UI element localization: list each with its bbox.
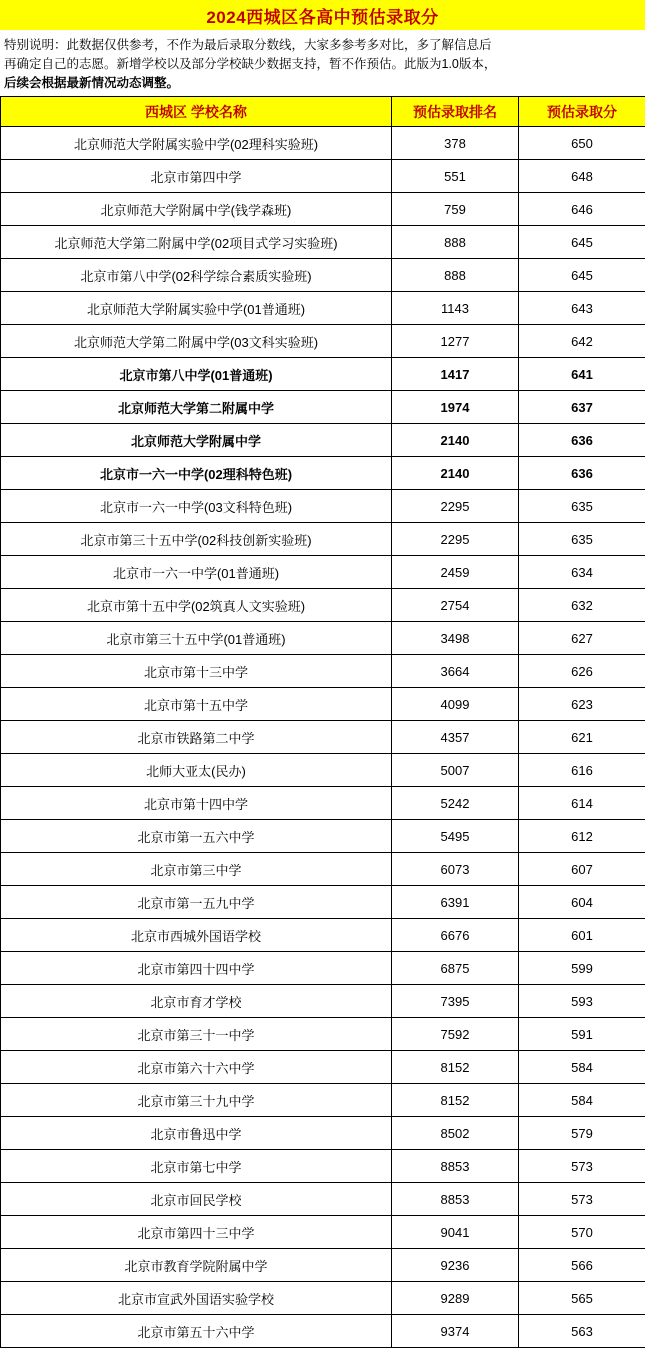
cell-school-name: 北京市回民学校 — [1, 1183, 392, 1216]
cell-estimated-score: 614 — [519, 787, 645, 820]
cell-school-name: 北京市第十四中学 — [1, 787, 392, 820]
cell-estimated-rank: 2140 — [392, 457, 519, 490]
cell-estimated-rank: 6875 — [392, 952, 519, 985]
table-row — [1, 589, 645, 622]
table-row — [1, 1018, 645, 1051]
cell-estimated-rank: 2754 — [392, 589, 519, 622]
cell-school-name: 北京市育才学校 — [1, 985, 392, 1018]
table-row — [1, 127, 645, 160]
cell-estimated-score: 616 — [519, 754, 645, 787]
cell-estimated-score: 573 — [519, 1183, 645, 1216]
cell-school-name: 北京市第三十九中学 — [1, 1084, 392, 1117]
cell-school-name: 北京市宣武外国语实验学校 — [1, 1282, 392, 1315]
cell-estimated-rank: 3498 — [392, 622, 519, 655]
cell-estimated-score: 635 — [519, 523, 645, 556]
column-header-rank: 预估录取排名 — [392, 97, 519, 127]
cell-estimated-score: 591 — [519, 1018, 645, 1051]
cell-estimated-rank: 8152 — [392, 1051, 519, 1084]
cell-school-name: 北京市第四中学 — [1, 160, 392, 193]
cell-school-name: 北京市第三十五中学(01普通班) — [1, 622, 392, 655]
cell-school-name: 北京市第三十五中学(02科技创新实验班) — [1, 523, 392, 556]
cell-estimated-score: 584 — [519, 1051, 645, 1084]
cell-estimated-score: 641 — [519, 358, 645, 391]
table-row — [1, 1249, 645, 1282]
cell-estimated-rank: 8853 — [392, 1150, 519, 1183]
table-row — [1, 160, 645, 193]
cell-estimated-rank: 8152 — [392, 1084, 519, 1117]
cell-school-name: 北京师范大学第二附属中学(02项目式学习实验班) — [1, 226, 392, 259]
table-row — [1, 1183, 645, 1216]
cell-school-name: 北京市第三十一中学 — [1, 1018, 392, 1051]
table-row — [1, 1315, 645, 1348]
table-row — [1, 358, 645, 391]
cell-school-name: 北京市第八中学(02科学综合素质实验班) — [1, 259, 392, 292]
cell-school-name: 北京师范大学附属实验中学(01普通班) — [1, 292, 392, 325]
cell-estimated-rank: 5495 — [392, 820, 519, 853]
cell-estimated-score: 646 — [519, 193, 645, 226]
cell-school-name: 北京市第一五六中学 — [1, 820, 392, 853]
table-row — [1, 787, 645, 820]
table-row — [1, 325, 645, 358]
table-row — [1, 1216, 645, 1249]
cell-estimated-score: 604 — [519, 886, 645, 919]
cell-estimated-rank: 8853 — [392, 1183, 519, 1216]
table-row — [1, 622, 645, 655]
table-row — [1, 886, 645, 919]
table-row — [1, 1150, 645, 1183]
table-row — [1, 820, 645, 853]
cell-estimated-score: 626 — [519, 655, 645, 688]
table-row — [1, 259, 645, 292]
cell-estimated-rank: 7592 — [392, 1018, 519, 1051]
cell-estimated-score: 650 — [519, 127, 645, 160]
cell-school-name: 北师大亚太(民办) — [1, 754, 392, 787]
cell-school-name: 北京市一六一中学(03文科特色班) — [1, 490, 392, 523]
cell-estimated-rank: 2459 — [392, 556, 519, 589]
cell-estimated-rank: 888 — [392, 259, 519, 292]
cell-estimated-score: 599 — [519, 952, 645, 985]
cell-estimated-score: 645 — [519, 226, 645, 259]
cell-estimated-score: 635 — [519, 490, 645, 523]
table-row — [1, 655, 645, 688]
table-row — [1, 556, 645, 589]
cell-school-name: 北京师范大学第二附属中学 — [1, 391, 392, 424]
table-row — [1, 457, 645, 490]
page-title: 2024西城区各高中预估录取分 — [206, 3, 438, 28]
table-body — [1, 127, 645, 1348]
cell-school-name: 北京市一六一中学(01普通班) — [1, 556, 392, 589]
table-row — [1, 721, 645, 754]
note-line-1: 特别说明：此数据仅供参考，不作为最后录取分数线，大家多参考多对比，多了解信息后 — [4, 38, 492, 52]
cell-estimated-rank: 9041 — [392, 1216, 519, 1249]
cell-estimated-rank: 9374 — [392, 1315, 519, 1348]
cell-estimated-rank: 1277 — [392, 325, 519, 358]
cell-estimated-score: 643 — [519, 292, 645, 325]
cell-estimated-rank: 5242 — [392, 787, 519, 820]
cell-school-name: 北京市第四十三中学 — [1, 1216, 392, 1249]
cell-estimated-rank: 551 — [392, 160, 519, 193]
table-row — [1, 490, 645, 523]
cell-school-name: 北京市第十五中学 — [1, 688, 392, 721]
cell-estimated-rank: 378 — [392, 127, 519, 160]
admission-table — [0, 96, 645, 1348]
document-title-bar — [0, 0, 645, 30]
table-row — [1, 523, 645, 556]
cell-estimated-rank: 4357 — [392, 721, 519, 754]
cell-school-name: 北京市第五十六中学 — [1, 1315, 392, 1348]
cell-estimated-rank: 1143 — [392, 292, 519, 325]
cell-estimated-score: 637 — [519, 391, 645, 424]
table-row — [1, 754, 645, 787]
table-row — [1, 292, 645, 325]
cell-school-name: 北京市第十三中学 — [1, 655, 392, 688]
cell-estimated-score: 627 — [519, 622, 645, 655]
table-row — [1, 919, 645, 952]
cell-school-name: 北京师范大学附属中学(钱学森班) — [1, 193, 392, 226]
table-row — [1, 853, 645, 886]
cell-estimated-score: 565 — [519, 1282, 645, 1315]
note-line-3: 后续会根据最新情况动态调整。 — [4, 76, 179, 90]
cell-estimated-rank: 7395 — [392, 985, 519, 1018]
cell-estimated-rank: 5007 — [392, 754, 519, 787]
cell-estimated-score: 632 — [519, 589, 645, 622]
cell-school-name: 北京市第十五中学(02筑真人文实验班) — [1, 589, 392, 622]
cell-school-name: 北京市第四十四中学 — [1, 952, 392, 985]
cell-estimated-rank: 4099 — [392, 688, 519, 721]
cell-school-name: 北京市西城外国语学校 — [1, 919, 392, 952]
cell-estimated-rank: 6391 — [392, 886, 519, 919]
cell-estimated-rank: 9289 — [392, 1282, 519, 1315]
cell-school-name: 北京市第七中学 — [1, 1150, 392, 1183]
cell-estimated-rank: 6676 — [392, 919, 519, 952]
cell-estimated-score: 573 — [519, 1150, 645, 1183]
cell-estimated-rank: 2295 — [392, 490, 519, 523]
column-header-school: 西城区 学校名称 — [1, 97, 392, 127]
cell-estimated-score: 601 — [519, 919, 645, 952]
cell-school-name: 北京市第六十六中学 — [1, 1051, 392, 1084]
cell-estimated-score: 607 — [519, 853, 645, 886]
table-header — [1, 97, 645, 127]
cell-estimated-score: 621 — [519, 721, 645, 754]
cell-estimated-score: 636 — [519, 457, 645, 490]
table-row — [1, 193, 645, 226]
table-row — [1, 1117, 645, 1150]
disclaimer-note — [0, 30, 645, 96]
cell-school-name: 北京市教育学院附属中学 — [1, 1249, 392, 1282]
table-row — [1, 1084, 645, 1117]
table-row — [1, 391, 645, 424]
cell-school-name: 北京市第八中学(01普通班) — [1, 358, 392, 391]
table-row — [1, 985, 645, 1018]
cell-estimated-rank: 2295 — [392, 523, 519, 556]
cell-estimated-rank: 3664 — [392, 655, 519, 688]
cell-estimated-score: 634 — [519, 556, 645, 589]
cell-estimated-rank: 2140 — [392, 424, 519, 457]
cell-estimated-score: 570 — [519, 1216, 645, 1249]
table-row — [1, 1051, 645, 1084]
cell-estimated-score: 642 — [519, 325, 645, 358]
cell-estimated-rank: 8502 — [392, 1117, 519, 1150]
table-header-row — [1, 97, 645, 127]
cell-estimated-score: 563 — [519, 1315, 645, 1348]
cell-estimated-score: 636 — [519, 424, 645, 457]
note-line-2: 再确定自己的志愿。新增学校以及部分学校缺少数据支持，暂不作预估。此版为1.0版本， — [4, 57, 496, 71]
cell-estimated-rank: 1974 — [392, 391, 519, 424]
cell-estimated-rank: 759 — [392, 193, 519, 226]
cell-school-name: 北京师范大学附属中学 — [1, 424, 392, 457]
cell-estimated-score: 593 — [519, 985, 645, 1018]
cell-estimated-score: 645 — [519, 259, 645, 292]
cell-school-name: 北京市第一五九中学 — [1, 886, 392, 919]
cell-estimated-rank: 9236 — [392, 1249, 519, 1282]
cell-estimated-rank: 888 — [392, 226, 519, 259]
cell-estimated-rank: 1417 — [392, 358, 519, 391]
cell-estimated-rank: 6073 — [392, 853, 519, 886]
cell-estimated-score: 648 — [519, 160, 645, 193]
table-row — [1, 688, 645, 721]
cell-school-name: 北京师范大学第二附属中学(03文科实验班) — [1, 325, 392, 358]
table-row — [1, 424, 645, 457]
cell-estimated-score: 579 — [519, 1117, 645, 1150]
cell-estimated-score: 584 — [519, 1084, 645, 1117]
cell-school-name: 北京市铁路第二中学 — [1, 721, 392, 754]
cell-school-name: 北京师范大学附属实验中学(02理科实验班) — [1, 127, 392, 160]
table-row — [1, 226, 645, 259]
table-row — [1, 1282, 645, 1315]
table-row — [1, 952, 645, 985]
cell-estimated-score: 623 — [519, 688, 645, 721]
cell-school-name: 北京市鲁迅中学 — [1, 1117, 392, 1150]
cell-school-name: 北京市第三中学 — [1, 853, 392, 886]
column-header-score: 预估录取分 — [519, 97, 645, 127]
cell-estimated-score: 566 — [519, 1249, 645, 1282]
cell-estimated-score: 612 — [519, 820, 645, 853]
cell-school-name: 北京市一六一中学(02理科特色班) — [1, 457, 392, 490]
